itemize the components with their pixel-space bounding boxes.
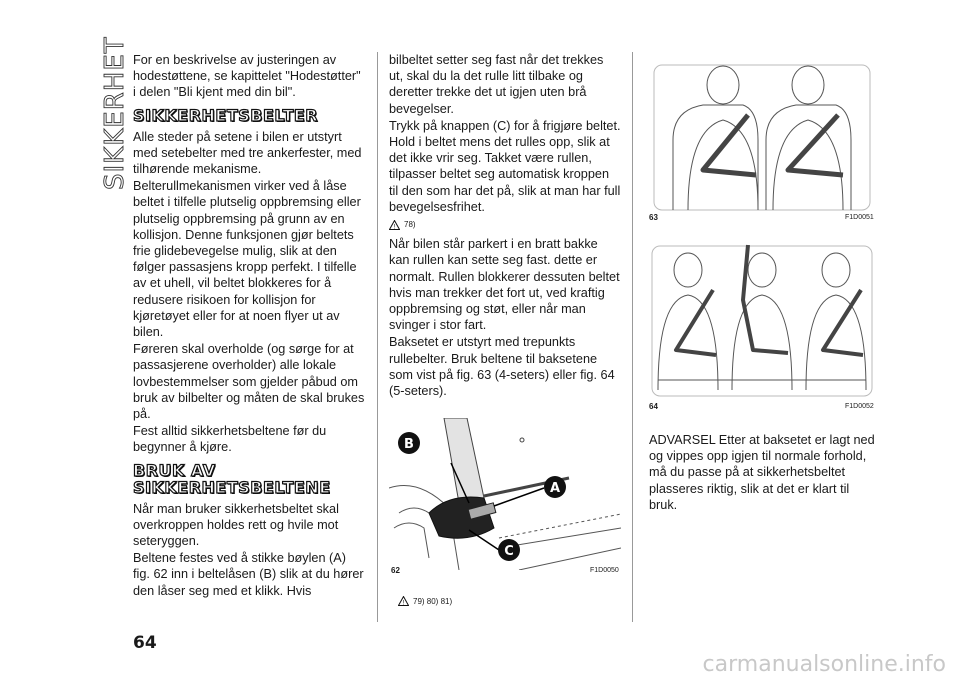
column-3-text	[649, 432, 877, 514]
warning-paragraph: ADVARSEL Etter at baksetet er lagt ned og vippes opp igjen til normale forhold, må du passe på at sikkerhetsbeltet plasseres riktig, slik at det er klart til bruk.	[649, 433, 875, 512]
warning-refs: ! 79) 80) 81)	[398, 596, 452, 606]
figure-62-seatbelt-buckle	[389, 418, 621, 570]
watermark: carmanualsonline.info	[702, 652, 946, 677]
paragraph: Beltene festes ved å stikke bøylen (A) fig. 62 inn i beltelåsen (B) slik at du hører den låser seg med et klikk. Hvis	[133, 551, 364, 598]
four-seat-illustration	[648, 60, 876, 212]
paragraph: Trykk på knappen (C) for å frigjøre beltet. Hold i beltet mens det rulles opp, slik at det ikke vrir seg. Takket være rullen, tilpasser beltet seg automatisk kroppen til den som har det på, slik at man har full bevegelsesfrihet.	[389, 118, 621, 214]
warning-icon	[398, 596, 409, 606]
figure-63-four-seat-belts	[648, 60, 876, 212]
svg-text:!: !	[402, 600, 405, 606]
paragraph: Når man bruker sikkerhetsbeltet skal overkroppen holdes rett og hvile mot seteryggen.	[133, 501, 339, 549]
five-seat-illustration	[648, 240, 876, 400]
seatbelt-buckle-illustration	[389, 418, 621, 570]
paragraph: bilbeltet setter seg fast når det trekkes ut, skal du la det rulle litt tilbake og deretter trekke det ut igjen uten brå bevegelser.	[389, 53, 604, 116]
paragraph: Alle steder på setene i bilen er utstyrt med setebelter med tre ankerfester, med tilhørende mekanisme.	[133, 129, 362, 177]
figure-64-number: 64	[649, 402, 658, 411]
figure-64-ref: F1D0052	[845, 403, 874, 410]
intro-text: For en beskrivelse av justeringen av hodestøttene, se kapittelet "Hodestøtter" i delen "Bli kjent med din bil".	[133, 53, 361, 100]
figure-63-ref: F1D0051	[845, 214, 874, 221]
figure-62-number: 62	[391, 566, 400, 575]
svg-text:C: C	[504, 544, 514, 559]
warning-ref: ! 78)	[389, 217, 621, 233]
heading-seatbelts: SIKKERHETSBELTER	[133, 105, 319, 125]
svg-text:!: !	[393, 224, 396, 231]
column-divider	[377, 52, 378, 622]
paragraph: Fest alltid sikkerhetsbeltene før du begynner å kjøre.	[133, 424, 327, 455]
column-divider	[632, 52, 633, 622]
figure-64-five-seat-belts	[648, 240, 876, 400]
page-number: 64	[133, 633, 157, 653]
warning-icon	[389, 220, 400, 230]
paragraph: Når bilen står parkert i en bratt bakke kan rullen kan sette seg fast. dette er normalt. Rullen blokkerer dessuten beltet hvis man trekker det fort ut, ved kraftig oppbremsing og støt, eller når man svinger i stor fart.	[389, 237, 620, 333]
column-1	[133, 52, 365, 600]
paragraph: Belterullmekanismen virker ved å låse beltet i tilfelle plutselig oppbremsing eller plutselig oppbremsing på grunn av en kollisjon. Denne funksjonen gjør beltets frie glidebevegelse mulig, slik at den følger passasjens kropp perfekt. I tilfelle av et uhell, vil beltet blokkeres for å redusere risikoen for kollisjon for kjøretøyet eller for at noen flyer ut av bilen.	[133, 179, 361, 340]
svg-text:A: A	[549, 481, 561, 496]
column-2	[389, 52, 621, 400]
figure-63-number: 63	[649, 213, 658, 222]
section-side-title: SIKKERHET	[100, 36, 130, 190]
heading-use-seatbelts: BRUK AV SIKKERHETSBELTENE	[133, 460, 331, 497]
svg-text:B: B	[404, 437, 414, 452]
paragraph: Føreren skal overholde (og sørge for at passasjerene overholder) alle lokale lovbestemmelser som gjelder påbud om bruk av bilbelter og måten de skal brukes på.	[133, 342, 365, 422]
figure-62-ref: F1D0050	[590, 567, 619, 574]
paragraph: Baksetet er utstyrt med trepunkts rullebelter. Bruk beltene til baksetene som vist på fig. 63 (4-seters) eller fig. 64 (5-seters).	[389, 335, 615, 399]
